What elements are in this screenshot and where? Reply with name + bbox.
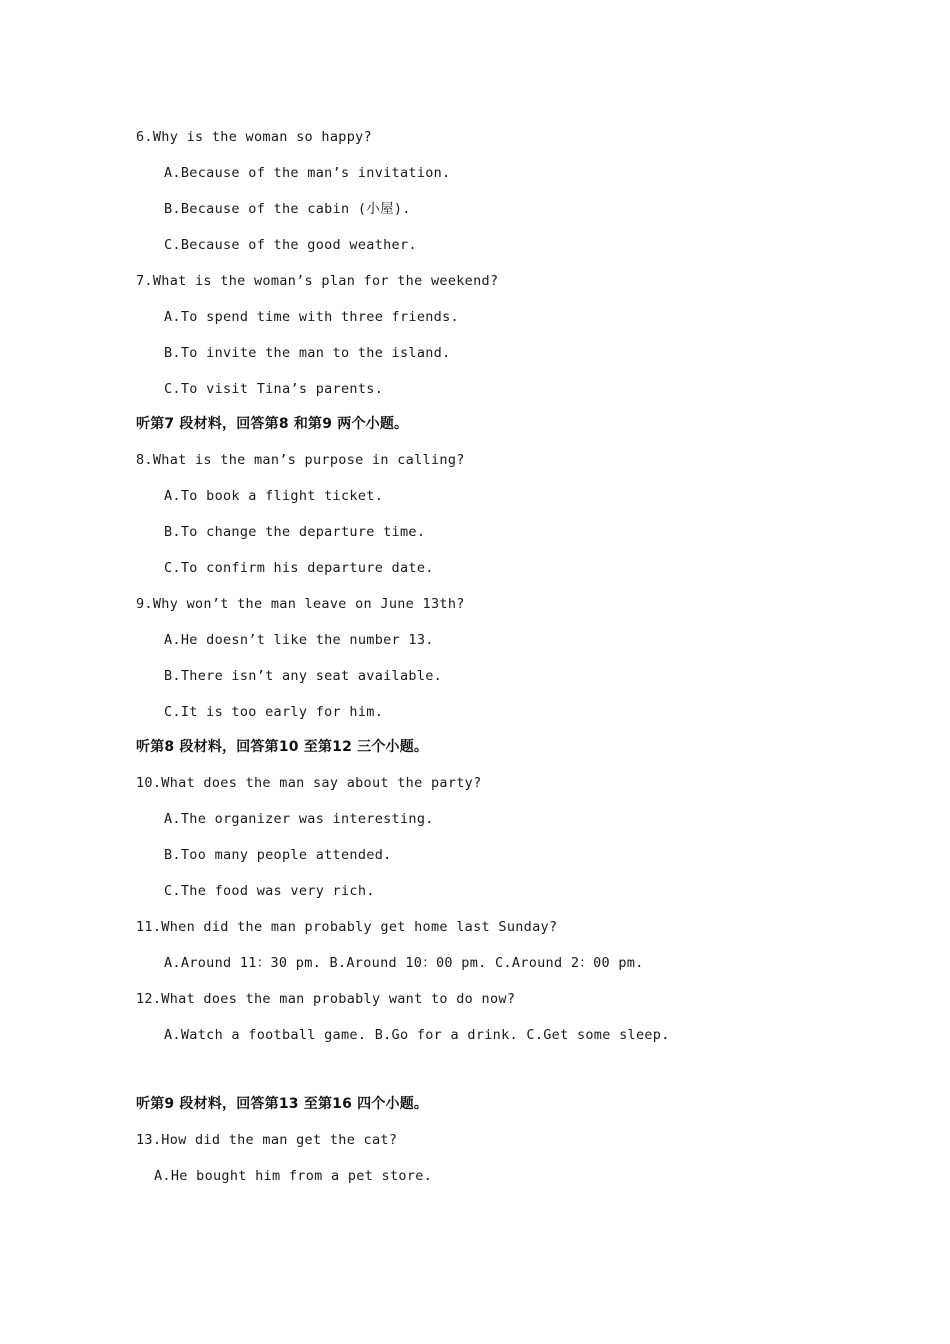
question-6-option-a: A.Because of the man’s invitation. <box>164 165 451 181</box>
question-11-options: A.Around 11：30 pm. B.Around 10：00 pm. C.Around 2：00 pm. <box>164 955 644 971</box>
section-9-heading: 听第9 段材料，回答第13 至第16 四个小题。 <box>136 1096 429 1112</box>
question-10-option-b: B.Too many people attended. <box>164 847 392 863</box>
section-8-heading: 听第8 段材料，回答第10 至第12 三个小题。 <box>136 739 429 755</box>
question-12-options: A.Watch a football game. B.Go for a drink. C.Get some sleep. <box>164 1027 670 1043</box>
question-7-option-b: B.To invite the man to the island. <box>164 345 451 361</box>
question-13-stem: 13.How did the man get the cat? <box>136 1132 398 1148</box>
question-12-stem: 12.What does the man probably want to do now? <box>136 991 516 1007</box>
question-8-option-a: A.To book a flight ticket. <box>164 488 384 504</box>
question-9-option-c: C.It is too early for him. <box>164 704 384 720</box>
question-7-option-a: A.To spend time with three friends. <box>164 309 459 325</box>
question-9-stem: 9.Why won’t the man leave on June 13th? <box>136 596 465 612</box>
question-11-stem: 11.When did the man probably get home last Sunday? <box>136 919 558 935</box>
question-13-option-a: A.He bought him from a pet store. <box>154 1168 433 1184</box>
question-6-option-b: B.Because of the cabin (小屋). <box>164 201 411 217</box>
question-8-option-b: B.To change the departure time. <box>164 524 426 540</box>
question-8-stem: 8.What is the man’s purpose in calling? <box>136 452 465 468</box>
question-10-option-a: A.The organizer was interesting. <box>164 811 434 827</box>
question-9-option-b: B.There isn’t any seat available. <box>164 668 443 684</box>
question-7-stem: 7.What is the woman’s plan for the weekend? <box>136 273 499 289</box>
question-6-stem: 6.Why is the woman so happy? <box>136 129 372 145</box>
question-9-option-a: A.He doesn’t like the number 13. <box>164 632 434 648</box>
question-10-stem: 10.What does the man say about the party? <box>136 775 482 791</box>
question-10-option-c: C.The food was very rich. <box>164 883 375 899</box>
section-7-heading: 听第7 段材料，回答第8 和第9 两个小题。 <box>136 416 409 432</box>
question-6-option-c: C.Because of the good weather. <box>164 237 417 253</box>
question-7-option-c: C.To visit Tina’s parents. <box>164 381 384 397</box>
question-8-option-c: C.To confirm his departure date. <box>164 560 434 576</box>
